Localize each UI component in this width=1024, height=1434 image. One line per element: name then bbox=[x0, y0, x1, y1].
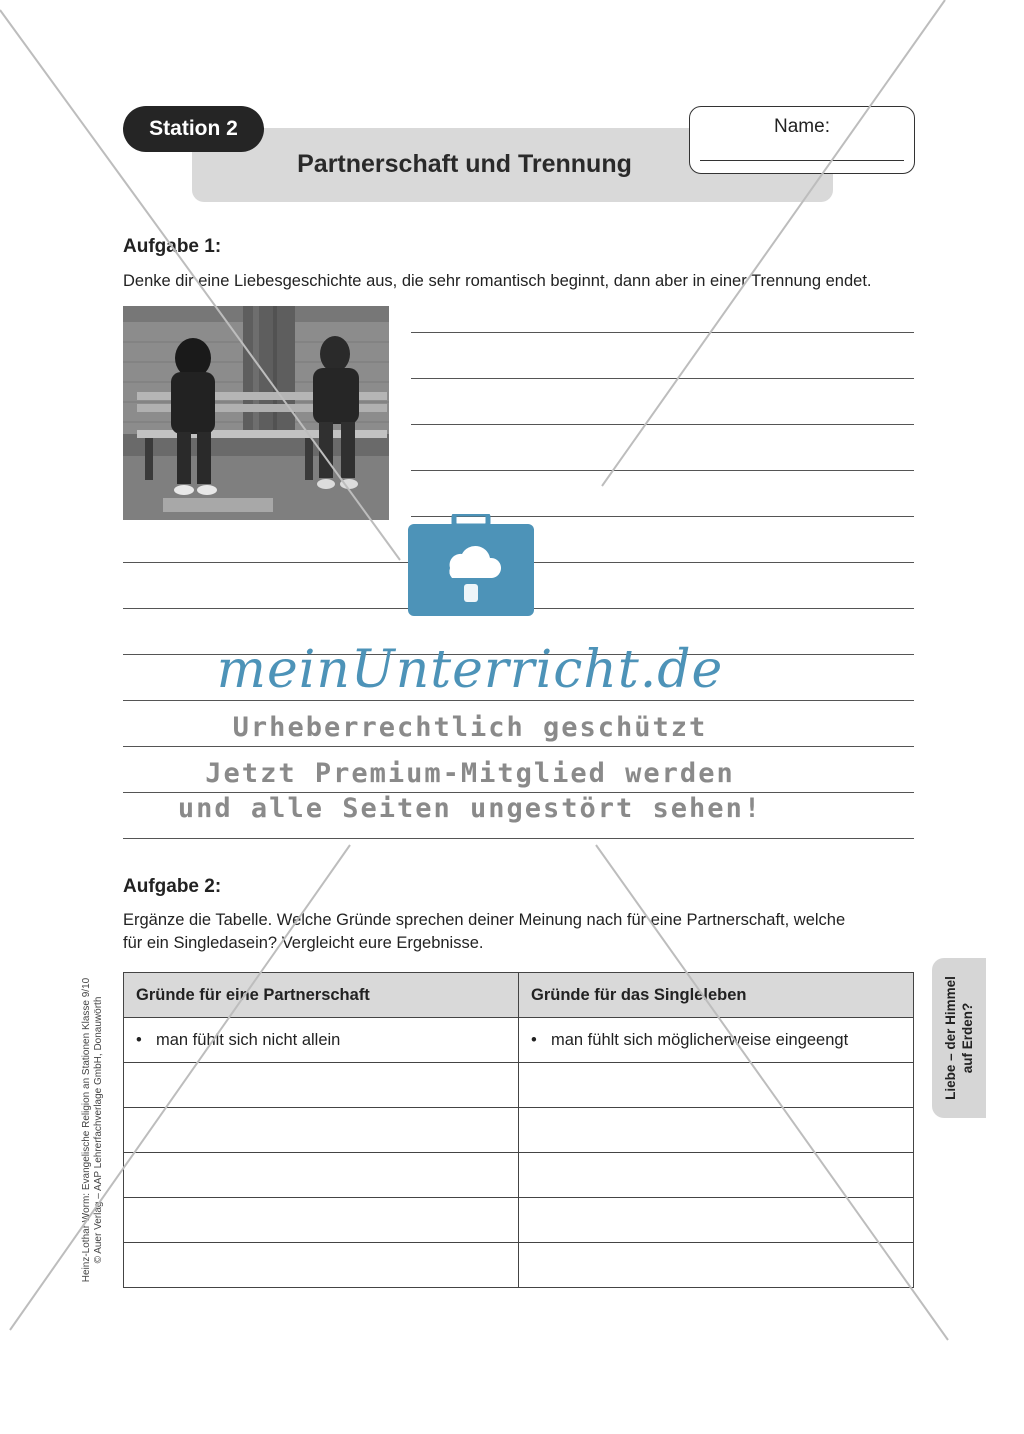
writing-line[interactable] bbox=[411, 332, 914, 333]
chapter-title bbox=[942, 958, 976, 1118]
credit-line2: © Auer Verlag – AAP Lehrerfachverlage GmbH, Donauwörth bbox=[93, 996, 104, 1264]
reasons-table bbox=[123, 972, 914, 1288]
table-cell[interactable] bbox=[124, 1063, 519, 1108]
writing-line[interactable] bbox=[411, 378, 914, 379]
table-cell[interactable] bbox=[519, 1153, 914, 1198]
name-label: Name: bbox=[774, 116, 830, 137]
column-header-partnership: Gründe für eine Partnerschaft bbox=[124, 973, 519, 1018]
publisher-credit bbox=[81, 970, 105, 1290]
watermark-brand: meinUnterricht.de bbox=[216, 640, 724, 700]
writing-line[interactable] bbox=[123, 746, 914, 747]
photo-illustration bbox=[123, 306, 389, 520]
table-cell[interactable] bbox=[519, 1063, 914, 1108]
table-cell[interactable] bbox=[124, 1153, 519, 1198]
task1-heading: Aufgabe 1: bbox=[123, 236, 222, 257]
table-row bbox=[124, 1108, 914, 1153]
chapter-title-line2: auf Erden? bbox=[960, 1002, 975, 1074]
table-header-row bbox=[124, 973, 914, 1018]
watermark-premium-2: und alle Seiten ungestört sehen! bbox=[177, 793, 763, 824]
briefcase-cloud-icon bbox=[406, 514, 536, 618]
task1-instruction: Denke dir eine Liebesgeschichte aus, die sehr romantisch beginnt, dann aber in einer Trennung endet. bbox=[123, 272, 872, 290]
writing-line[interactable] bbox=[123, 700, 914, 701]
table-cell[interactable] bbox=[519, 1198, 914, 1243]
task2-instruction-line1: Ergänze die Tabelle. Welche Gründe sprechen deiner Meinung nach für eine Partnerschaft, welche bbox=[123, 911, 846, 929]
watermark-premium: Jetzt Premium-Mitglied werden bbox=[205, 758, 735, 789]
table-row bbox=[124, 1018, 914, 1063]
column-header-single: Gründe für das Singleleben bbox=[519, 973, 914, 1018]
table-cell[interactable] bbox=[124, 1198, 519, 1243]
name-write-line[interactable] bbox=[700, 160, 904, 161]
writing-line[interactable] bbox=[123, 838, 914, 839]
task2-instruction-line2: für ein Singledasein? Vergleicht eure Ergebnisse. bbox=[123, 934, 484, 952]
table-row bbox=[124, 1153, 914, 1198]
table-cell[interactable] bbox=[124, 1243, 519, 1288]
table-cell[interactable] bbox=[124, 1018, 519, 1063]
table-row bbox=[124, 1063, 914, 1108]
table-cell[interactable] bbox=[519, 1243, 914, 1288]
task2-heading: Aufgabe 2: bbox=[123, 876, 222, 897]
table-cell[interactable] bbox=[124, 1108, 519, 1153]
couple-on-bench-photo bbox=[123, 306, 389, 520]
station-badge: Station 2 bbox=[123, 106, 264, 152]
cell-text: man fühlt sich möglicherweise eingeengt bbox=[551, 1030, 849, 1049]
chapter-title-line1: Liebe – der Himmel bbox=[943, 976, 958, 1100]
table-row bbox=[124, 1198, 914, 1243]
table-cell[interactable] bbox=[519, 1108, 914, 1153]
watermark-copyright: Urheberrechtlich geschützt bbox=[232, 712, 708, 743]
page-title: Partnerschaft und Trennung bbox=[297, 150, 632, 178]
chapter-side-tab bbox=[932, 958, 986, 1118]
bullet-icon: • bbox=[136, 1030, 142, 1049]
table-row bbox=[124, 1243, 914, 1288]
writing-line[interactable] bbox=[411, 424, 914, 425]
cell-text: man fühlt sich nicht allein bbox=[156, 1030, 341, 1049]
name-box bbox=[689, 106, 915, 174]
table-cell[interactable] bbox=[519, 1018, 914, 1063]
writing-line[interactable] bbox=[411, 470, 914, 471]
credit-line1: Heinz-Lothar Worm: Evangelische Religion an Stationen Klasse 9/10 bbox=[81, 977, 92, 1283]
bullet-icon: • bbox=[531, 1030, 537, 1049]
